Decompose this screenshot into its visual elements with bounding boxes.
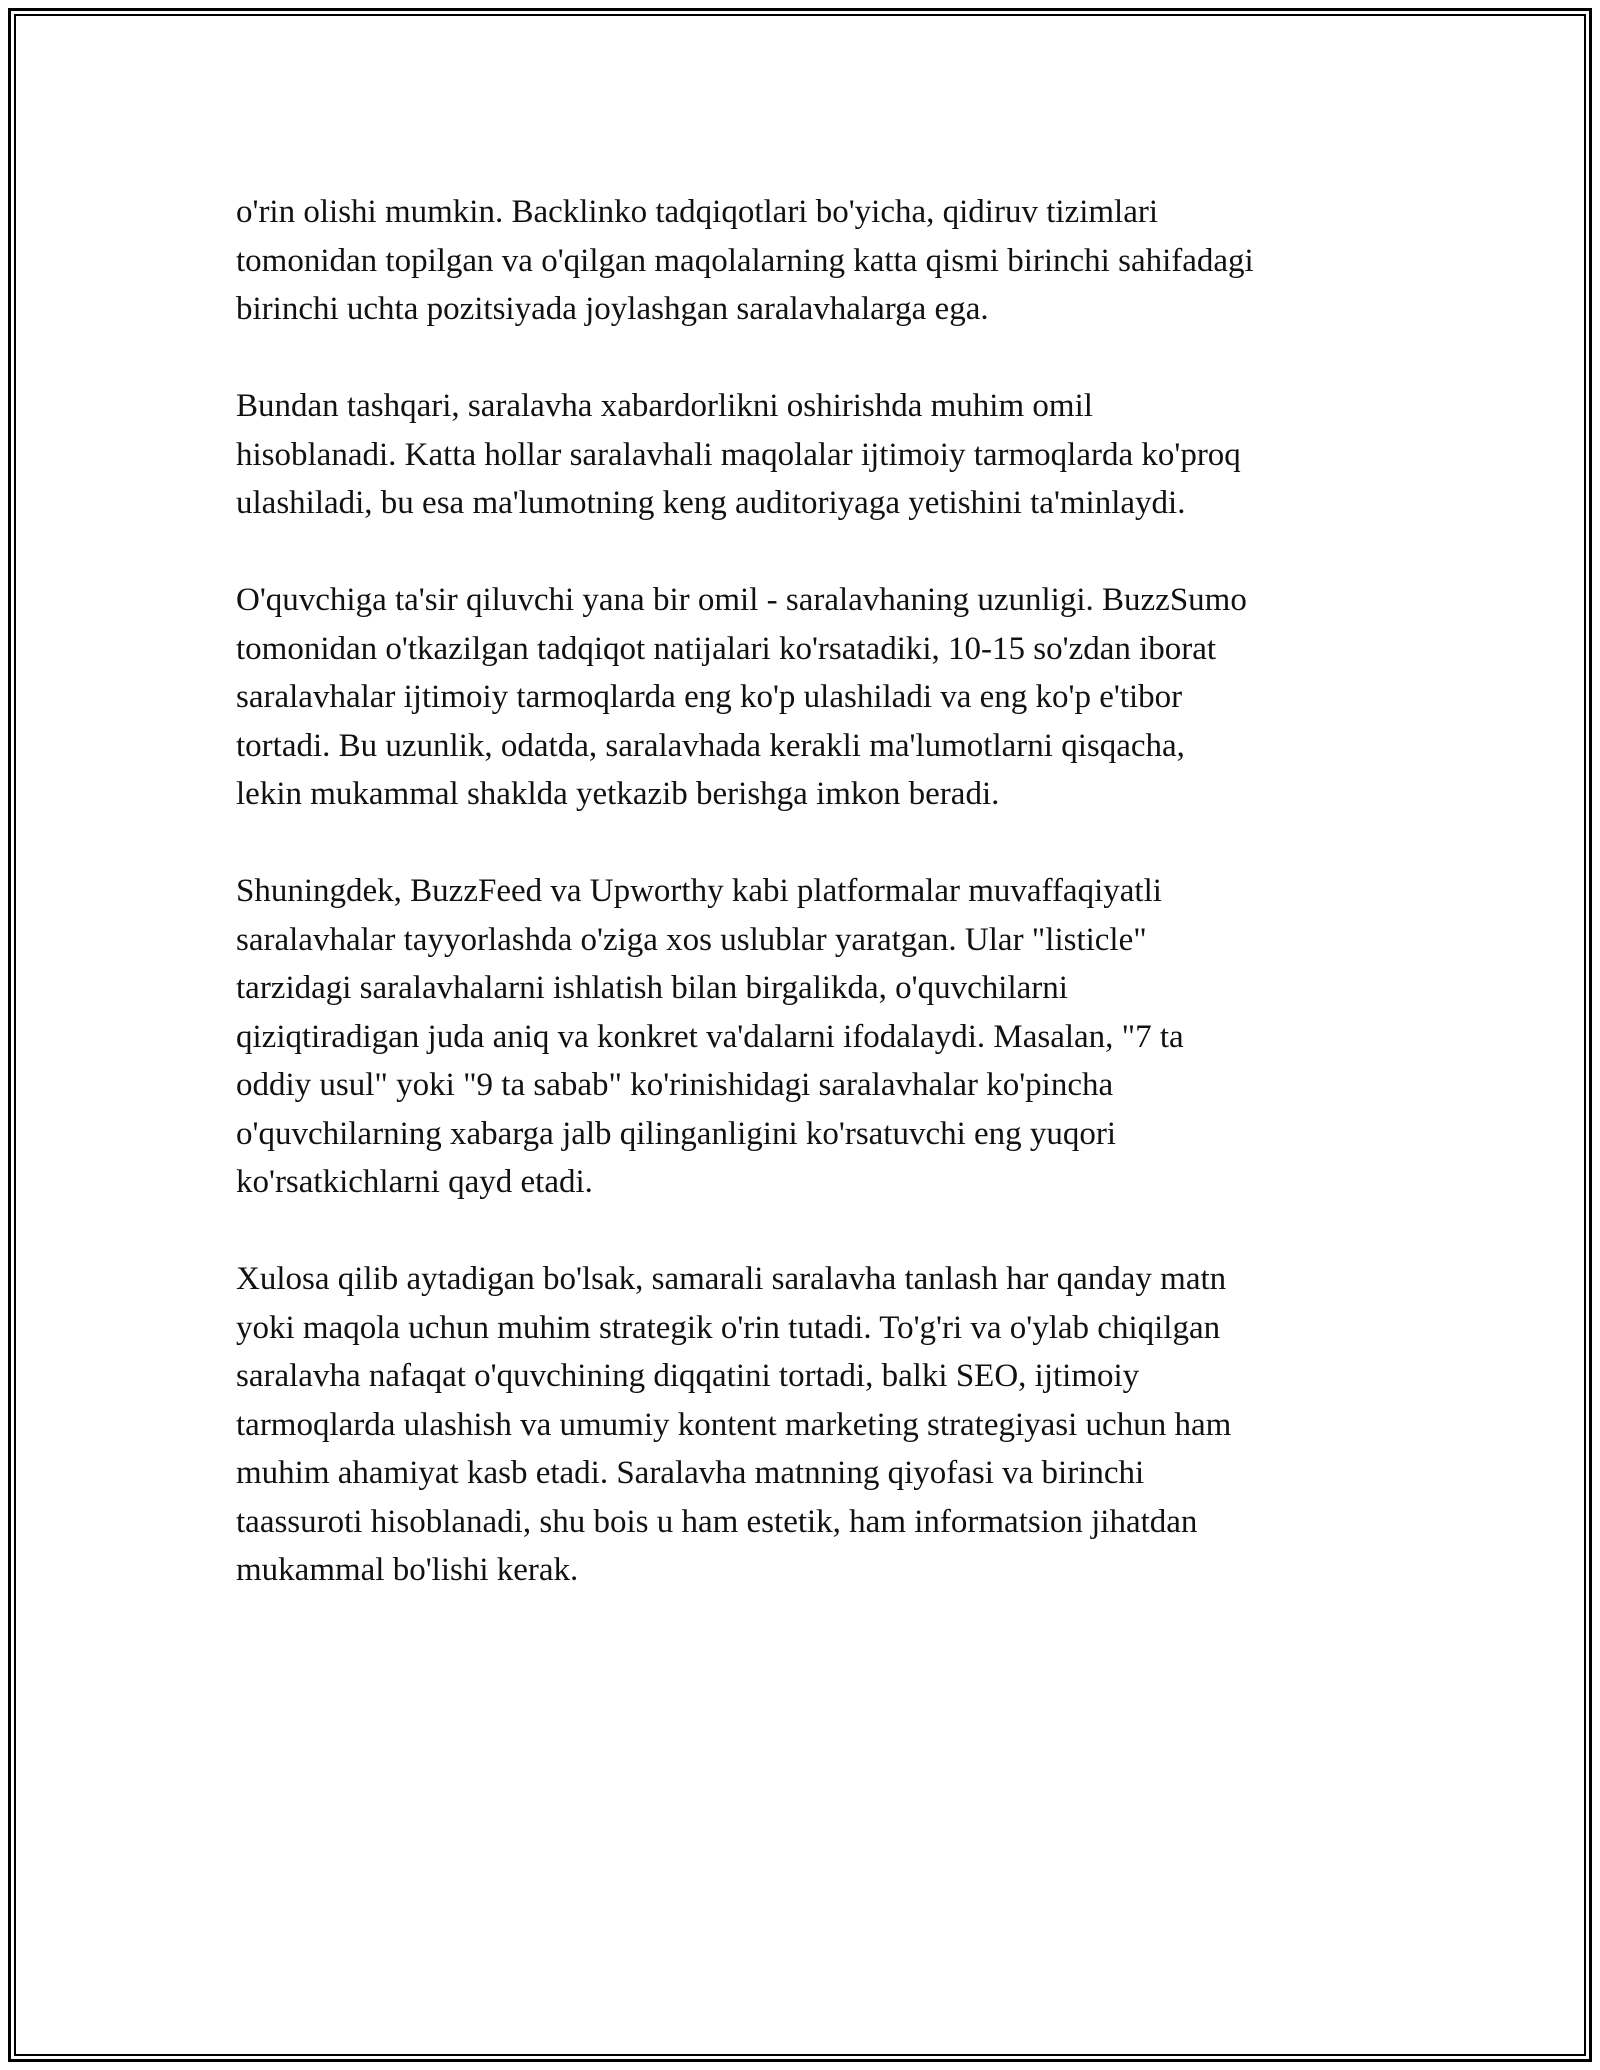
text-line: muhim ahamiyat kasb etadi. Saralavha matnning qiyofasi va birinchi — [236, 1455, 1145, 1491]
text-line: oddiy usul" yoki "9 ta sabab" ko'rinishidagi saralavhalar ko'pincha — [236, 1067, 1114, 1103]
text-line: ulashiladi, bu esa ma'lumotning keng auditoriyaga yetishini ta'minlaydi. — [236, 485, 1186, 521]
text-line: taassuroti hisoblanadi, shu bois u ham estetik, ham informatsion jihatdan — [236, 1503, 1198, 1540]
text-line: lekin mukammal shaklda yetkazib berishga imkon beradi. — [236, 776, 1000, 812]
text-line: mukammal bo'lishi kerak. — [236, 1552, 579, 1588]
text-line: Bundan tashqari, saralavha xabardorlikni oshirishda muhim omil — [236, 388, 1093, 424]
text-line: Shuningdek, BuzzFeed va Upworthy kabi platformalar muvaffaqiyatli — [236, 873, 1162, 909]
text-line: yoki maqola uchun muhim strategik o'rin tutadi. To'g'ri va o'ylab chiqilgan — [236, 1309, 1221, 1346]
text-line: tomonidan topilgan va o'qilgan maqolalarning katta qismi birinchi sahifadagi — [236, 242, 1254, 279]
paragraph-1 — [236, 188, 1386, 334]
text-line: saralavhalar ijtimoiy tarmoqlarda eng ko'p ulashiladi va eng ko'p e'tibor — [236, 679, 1183, 715]
paragraph-3 — [236, 576, 1386, 819]
text-line: tarzidagi saralavhalarni ishlatish bilan birgalikda, o'quvchilarni — [236, 970, 1068, 1006]
text-line: tarmoqlarda ulashish va umumiy kontent marketing strategiyasi uchun ham — [236, 1406, 1232, 1443]
text-line: Xulosa qilib aytadigan bo'lsak, samarali saralavha tanlash har qanday matn — [236, 1261, 1227, 1297]
text-line: o'rin olishi mumkin. Backlinko tadqiqotlari bo'yicha, qidiruv tizimlari — [236, 194, 1159, 230]
text-line: qiziqtiradigan juda aniq va konkret va'dalarni ifodalaydi. Masalan, "7 ta — [236, 1018, 1184, 1055]
text-line: birinchi uchta pozitsiyada joylashgan saralavhalarga ega. — [236, 291, 989, 327]
text-line: O'quvchiga ta'sir qiluvchi yana bir omil - saralavhaning uzunligi. BuzzSumo — [236, 582, 1247, 618]
paragraph-5 — [236, 1255, 1386, 1595]
text-line: saralavhalar tayyorlashda o'ziga xos uslublar yaratgan. Ular "listicle" — [236, 921, 1147, 958]
text-line: tomonidan o'tkazilgan tadqiqot natijalari ko'rsatadiki, 10-15 so'zdan iborat — [236, 630, 1217, 667]
text-line: hisoblanadi. Katta hollar saralavhali maqolalar ijtimoiy tarmoqlarda ko'proq — [236, 436, 1241, 473]
paragraph-4 — [236, 867, 1386, 1207]
document-body — [236, 188, 1386, 1595]
text-line: o'quvchilarning xabarga jalb qilinganligini ko'rsatuvchi eng yuqori — [236, 1115, 1117, 1152]
paragraph-2 — [236, 382, 1386, 528]
text-line: saralavha nafaqat o'quvchining diqqatini tortadi, balki SEO, ijtimoiy — [236, 1358, 1140, 1394]
text-line: tortadi. Bu uzunlik, odatda, saralavhada kerakli ma'lumotlarni qisqacha, — [236, 727, 1185, 764]
text-line: ko'rsatkichlarni qayd etadi. — [236, 1164, 593, 1200]
